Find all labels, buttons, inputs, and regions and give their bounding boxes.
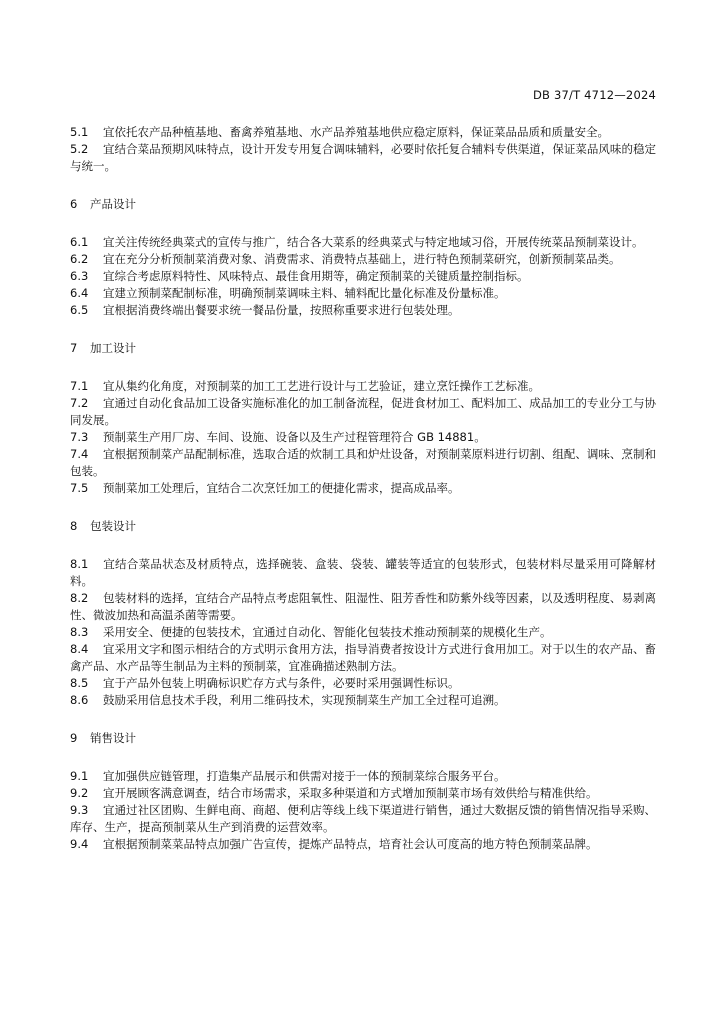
clause-text: 宜结合菜品状态及材质特点，选择碗装、盒装、袋装、罐装等适宜的包装形式，包装材料尽量采用可降解材料。 [70, 557, 656, 588]
clause-number: 9.2 [70, 786, 89, 800]
clause-item [70, 429, 656, 446]
section-title: 包装设计 [90, 519, 136, 533]
section-number: 6 [70, 197, 78, 211]
section-number: 9 [70, 731, 78, 745]
section-title: 加工设计 [90, 341, 136, 355]
clause-text: 宜加强供应链管理，打造集产品展示和供需对接于一体的预制菜综合服务平台。 [103, 769, 506, 783]
clause-number: 9.3 [70, 803, 89, 817]
clause-item [70, 802, 656, 836]
clause-text: 宜通过自动化食品加工设备实施标准化的加工制备流程，促进食材加工、配料加工、成品加工的专业分工与协同发展。 [70, 396, 656, 427]
clause-number: 7.1 [70, 379, 89, 393]
clause-text: 宜采用文字和图示相结合的方式明示食用方法，指导消费者按设计方式进行食用加工。对于以生的农产品、畜禽产品、水产品等生制品为主料的预制菜，宜准确描述熟制方法。 [70, 642, 656, 673]
clause-item [70, 251, 656, 268]
clause-item [70, 141, 656, 175]
clause-item [70, 768, 656, 785]
clause-item [70, 556, 656, 590]
clause-text: 宜根据消费终端出餐要求统一餐品份量，按照称重要求进行包装处理。 [103, 303, 460, 317]
section-heading [70, 730, 656, 747]
clause-text: 鼓励采用信息技术手段，利用二维码技术，实现预制菜生产加工全过程可追溯。 [103, 693, 506, 707]
clause-text: 宜根据预制菜菜品特点加强广告宣传，提炼产品特点，培育社会认可度高的地方特色预制菜品牌。 [103, 837, 598, 851]
section-title: 产品设计 [90, 197, 136, 211]
clause-number: 7.2 [70, 396, 89, 410]
clause-item [70, 302, 656, 319]
clause-text: 宜依托农产品种植基地、畜禽养殖基地、水产品养殖基地供应稳定原料，保证菜品品质和质量安全。 [103, 125, 609, 139]
clause-item [70, 692, 656, 709]
section-heading [70, 518, 656, 535]
clause-text: 宜开展顾客满意调查，结合市场需求，采取多种渠道和方式增加预制菜市场有效供给与精准供给。 [103, 786, 598, 800]
clause-number: 8.2 [70, 591, 89, 605]
clause-number: 7.5 [70, 481, 89, 495]
clause-number: 8.1 [70, 557, 89, 571]
clause-number: 9.1 [70, 769, 89, 783]
clause-text: 宜在充分分析预制菜消费对象、消费需求、消费特点基础上，进行特色预制菜研究，创新预制菜品类。 [103, 252, 621, 266]
clause-number: 5.2 [70, 142, 89, 156]
clause-text: 宜通过社区团购、生鲜电商、商超、便利店等线上线下渠道进行销售，通过大数据反馈的销售情况指导采购、库存、生产，提高预制菜从生产到消费的运营效率。 [70, 803, 656, 834]
clause-text: 宜从集约化角度，对预制菜的加工工艺进行设计与工艺验证，建立烹饪操作工艺标准。 [103, 379, 540, 393]
clause-item [70, 268, 656, 285]
clause-item [70, 785, 656, 802]
clause-number: 6.1 [70, 235, 89, 249]
section-number: 7 [70, 341, 78, 355]
section-number: 8 [70, 519, 78, 533]
clause-item [70, 590, 656, 624]
clause-item [70, 446, 656, 480]
section-heading [70, 340, 656, 357]
clause-text: 包装材料的选择，宜结合产品特点考虑阻氧性、阻湿性、阻芳香性和防紫外线等因素，以及透明程度、易剥离性、微波加热和高温杀菌等需要。 [70, 591, 656, 622]
clause-number: 7.4 [70, 447, 89, 461]
clause-item [70, 641, 656, 675]
clause-item [70, 624, 656, 641]
clause-number: 6.5 [70, 303, 89, 317]
clause-item [70, 285, 656, 302]
section-heading [70, 196, 656, 213]
clause-text: 宜关注传统经典菜式的宣传与推广，结合各大菜系的经典菜式与特定地域习俗，开展传统菜品预制菜设计。 [103, 235, 644, 249]
section-title: 销售设计 [90, 731, 136, 745]
clause-number: 8.6 [70, 693, 89, 707]
clause-text: 采用安全、便捷的包装技术，宜通过自动化、智能化包装技术推动预制菜的规模化生产。 [103, 625, 552, 639]
clause-number: 7.3 [70, 430, 89, 444]
clause-item [70, 124, 656, 141]
clause-item [70, 378, 656, 395]
clause-number: 8.5 [70, 676, 89, 690]
clause-number: 9.4 [70, 837, 89, 851]
clause-text: 宜于产品外包装上明确标识贮存方式与条件，必要时采用强调性标识。 [103, 676, 460, 690]
clause-item [70, 234, 656, 251]
clause-text: 宜结合菜品预期风味特点，设计开发专用复合调味辅料，必要时依托复合辅料专供渠道，保证菜品风味的稳定与统一。 [70, 142, 656, 173]
clause-item [70, 480, 656, 497]
clause-text: 宜综合考虑原料特性、风味特点、最佳食用期等，确定预制菜的关键质量控制指标。 [103, 269, 529, 283]
clause-item [70, 836, 656, 853]
clause-number: 8.3 [70, 625, 89, 639]
clause-number: 6.3 [70, 269, 89, 283]
clause-text: 预制菜加工处理后，宜结合二次烹饪加工的便捷化需求，提高成品率。 [103, 481, 460, 495]
standard-code: DB 37/T 4712—2024 [532, 88, 656, 102]
document-body [70, 124, 656, 853]
clause-number: 5.1 [70, 125, 89, 139]
clause-text: 预制菜生产用厂房、车间、设施、设备以及生产过程管理符合 GB 14881。 [103, 430, 486, 444]
clause-item [70, 395, 656, 429]
clause-number: 6.4 [70, 286, 89, 300]
clause-text: 宜根据预制菜产品配制标准，选取合适的炊制工具和炉灶设备，对预制菜原料进行切割、组配、调味、烹制和包装。 [70, 447, 656, 478]
clause-text: 宜建立预制菜配制标准，明确预制菜调味主料、辅料配比量化标准及份量标准。 [103, 286, 506, 300]
clause-number: 6.2 [70, 252, 89, 266]
clause-item [70, 675, 656, 692]
clause-number: 8.4 [70, 642, 89, 656]
